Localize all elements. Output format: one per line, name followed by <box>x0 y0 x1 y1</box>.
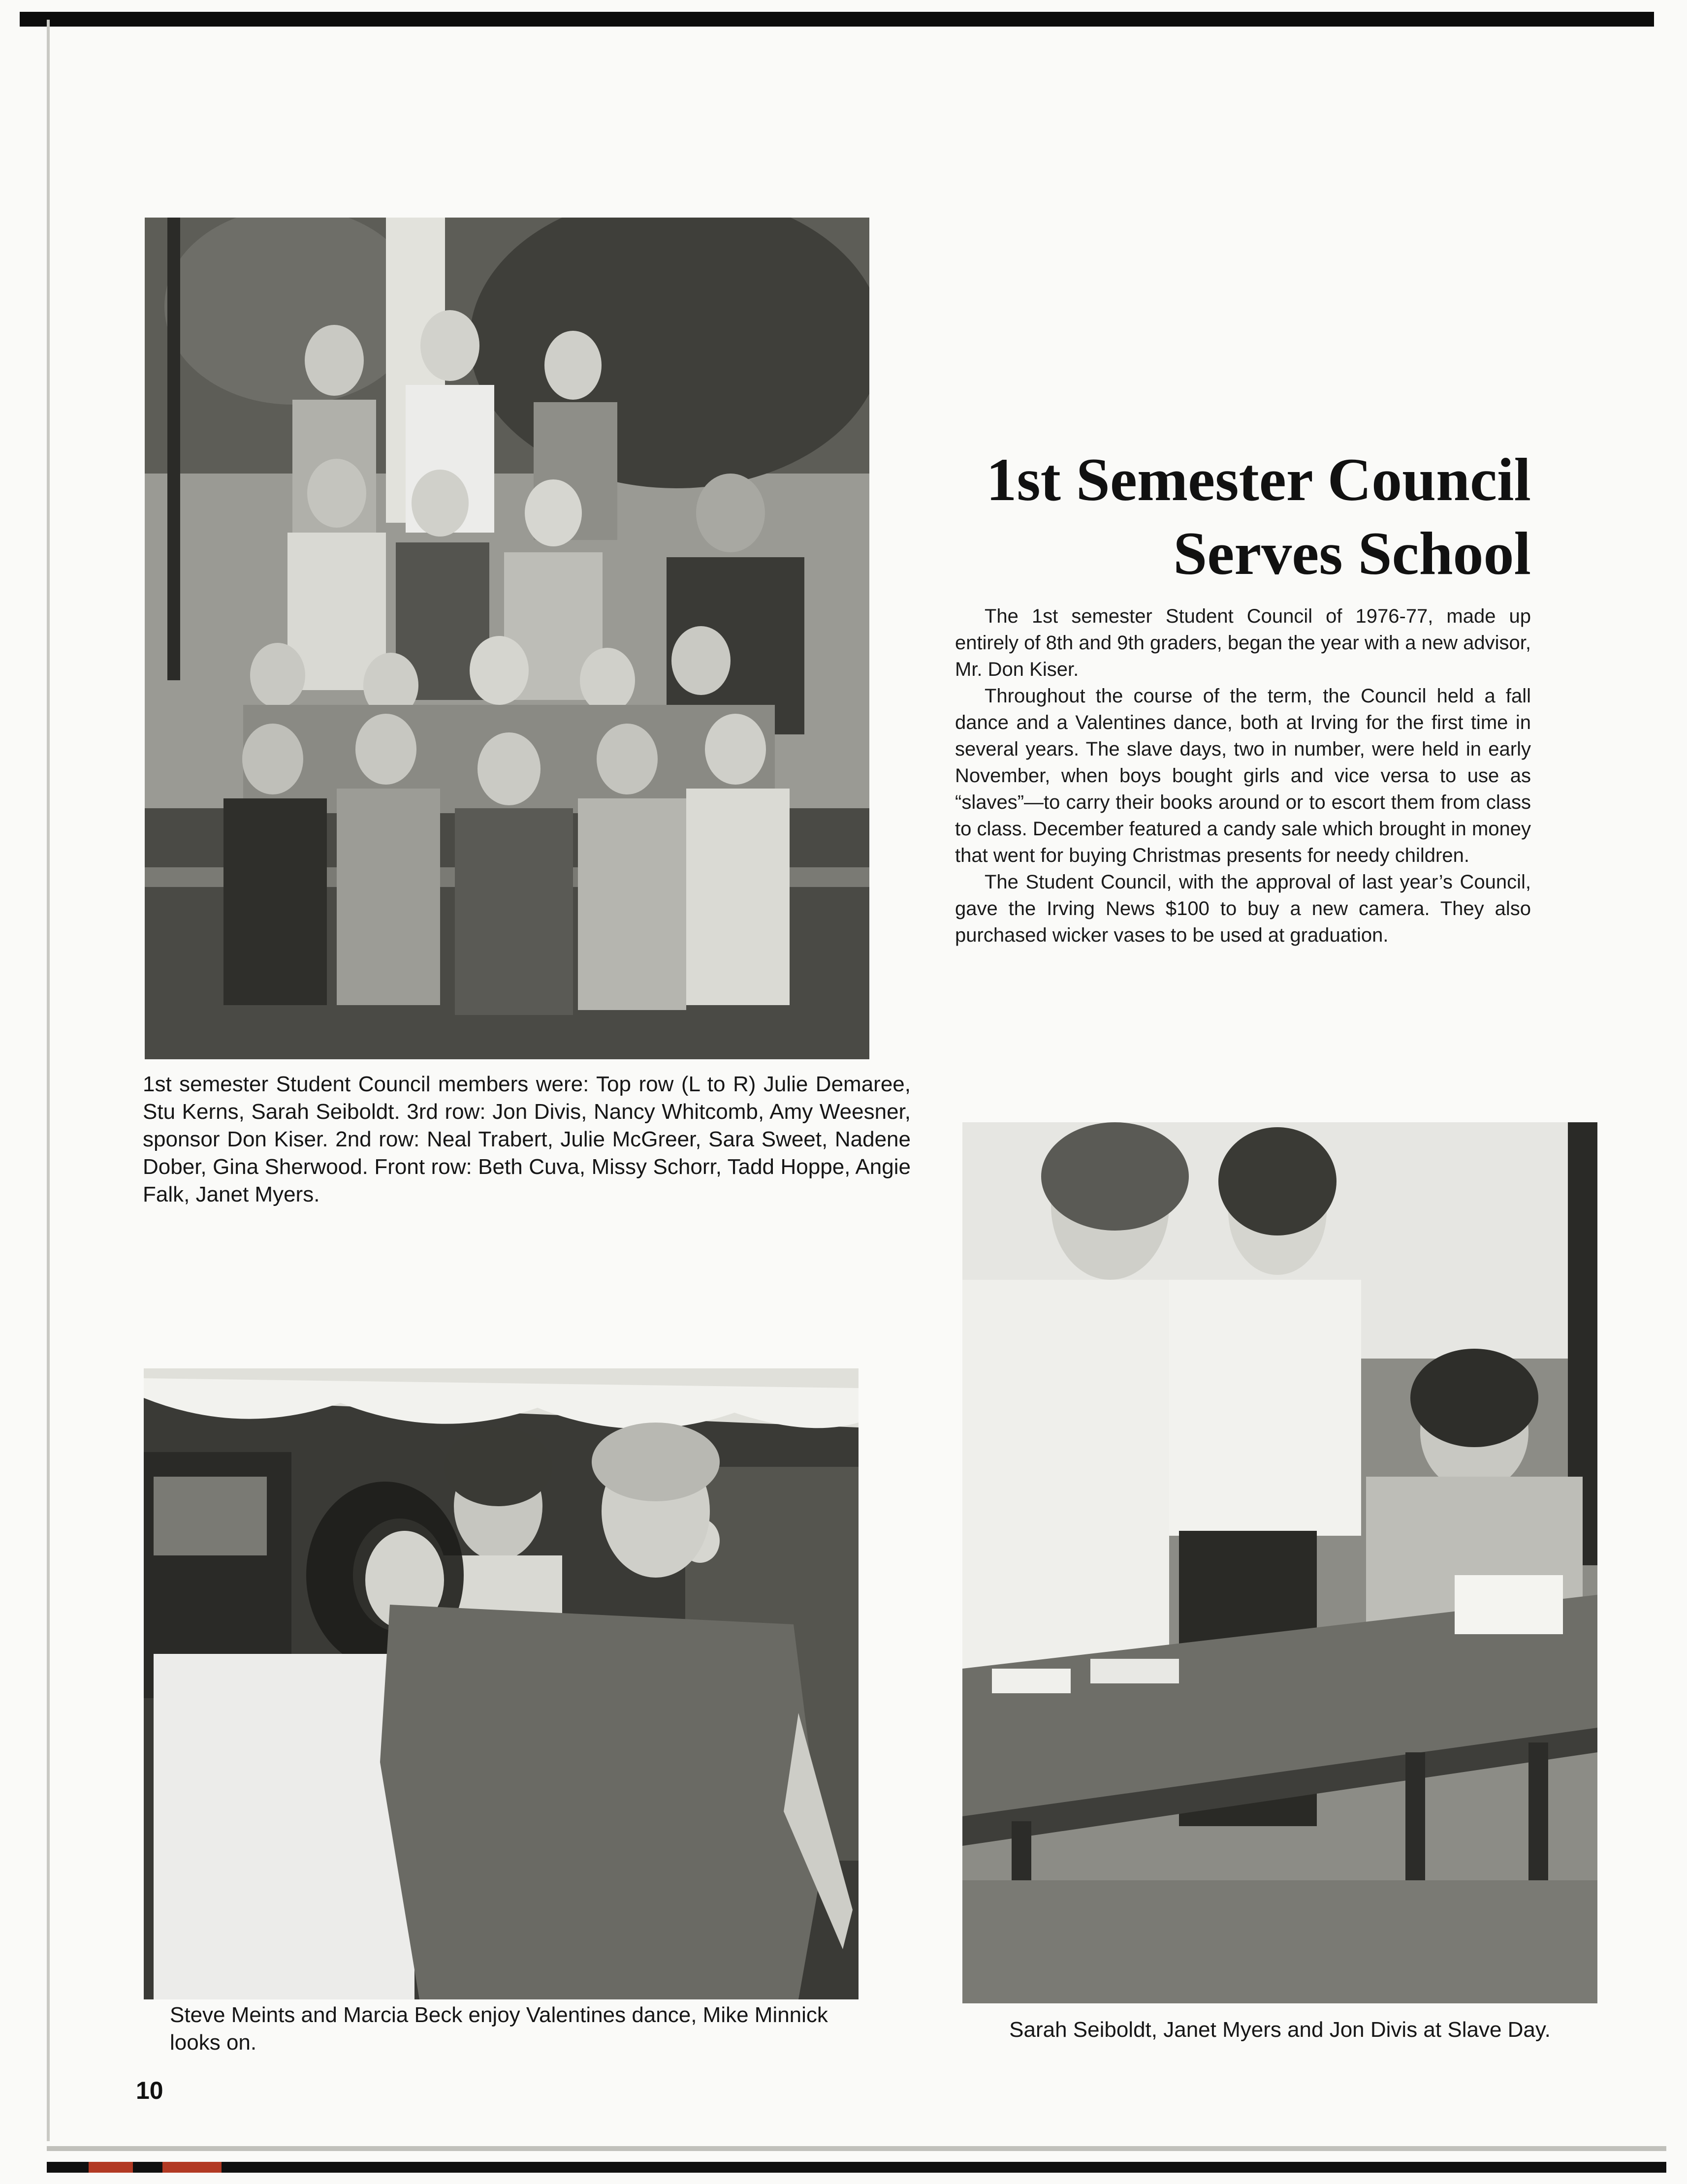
page-number: 10 <box>136 2077 163 2104</box>
article-paragraph: Throughout the course of the term, the Council held a fall dance and a Valentines dance, both at Irving for the first time in several years. The slave days, two in number, were held in early November, when boys bought girls and vice versa to use as “slaves”—to carry their books around or to escort them from class to class. December featured a candy sale which brought in money that went for buying Christmas presents for needy children. <box>955 685 1531 866</box>
red-mark <box>89 2162 133 2173</box>
article-body <box>955 603 1531 949</box>
dance-photo-caption: Steve Meints and Marcia Beck enjoy Valentines dance, Mike Minnick looks on. <box>170 2003 828 2055</box>
slave-day-photo <box>962 1122 1597 2003</box>
group-photo-caption: 1st semester Student Council members were: Top row (L to R) Julie Demaree, Stu Kerns, Sarah Seiboldt. 3rd row: Jon Divis, Nancy Whitcomb, Amy Weesner, sponsor Don Kiser. 2nd row: Neal Trabert, Julie McGreer, Sara Sweet, Nadene Dober, Gina Sherwood. Front row: Beth Cuva, Missy Schorr, Tadd Hoppe, Angie Falk, Janet Myers. <box>143 1072 911 1206</box>
top-border <box>20 12 1654 27</box>
slave-day-caption: Sarah Seiboldt, Janet Myers and Jon Divis at Slave Day. <box>1009 2018 1551 2042</box>
page-left-edge <box>47 20 50 2141</box>
bottom-stripe <box>47 2146 1666 2151</box>
group-photo <box>145 218 869 1059</box>
article-title-line-1: 1st Semester Council <box>986 446 1531 513</box>
article-paragraph: The 1st semester Student Council of 1976-77, made up entirely of 8th and 9th graders, began the year with a new advisor, Mr. Don Kiser. <box>955 605 1531 680</box>
bottom-border <box>47 2162 1666 2173</box>
article-title-line-2: Serves School <box>1173 520 1531 587</box>
dance-photo <box>144 1368 859 1999</box>
red-mark <box>162 2162 222 2173</box>
article-title <box>886 443 1531 591</box>
article-paragraph: The Student Council, with the approval of last year’s Council, gave the Irving News $100 to buy a new camera. They also purchased wicker vases to be used at graduation. <box>955 871 1531 946</box>
